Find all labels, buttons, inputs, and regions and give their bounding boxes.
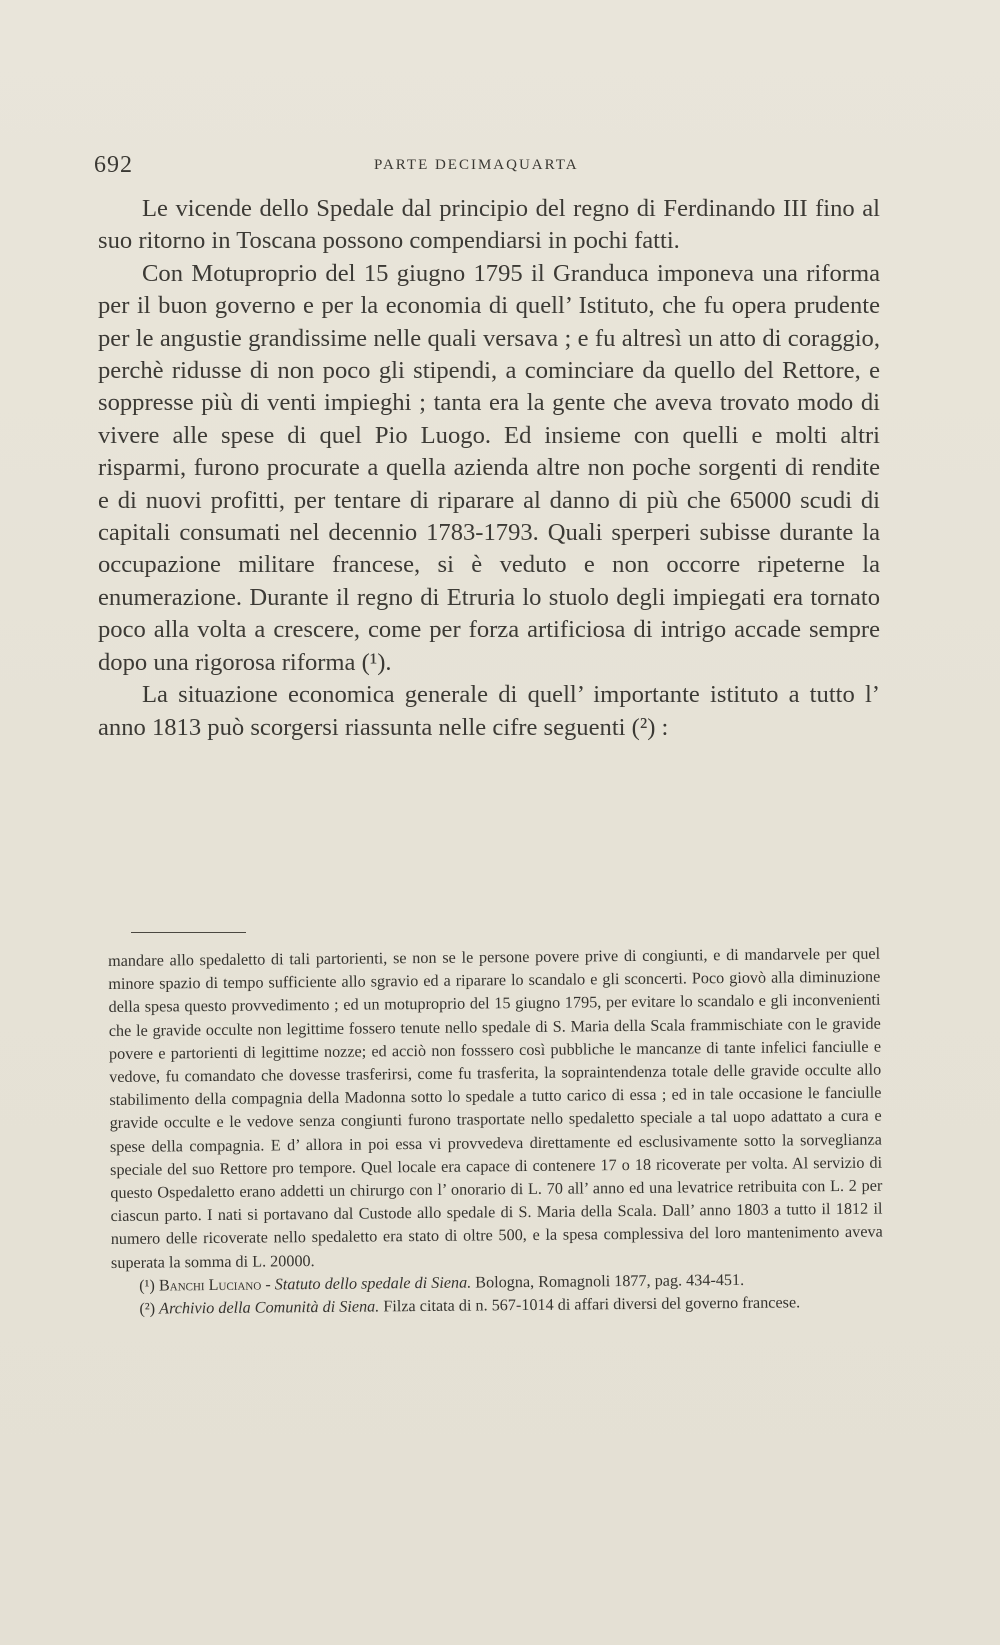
paragraph-3-end: : — [655, 713, 669, 741]
paragraph-2-end: . — [385, 648, 392, 676]
footnote-separator — [131, 932, 246, 933]
footnote-1-marker: (¹) — [139, 1276, 155, 1295]
paragraph-2-text: Con Motuproprio del 15 giugno 1795 il Granduca imponeva una riforma per il buon governo e per la economia di quell’ Istituto, che fu opera prudente per le angustie grandissime nelle quali versava ; e fu altresì un atto di coraggio, perchè ridusse di non poco gli stipendi, a cominciare da quello del Rettore, e soppresse più di venti impieghi ; tanta era la gente che aveva trovato modo di vivere alle spese di quel Pio Luogo. Ed insieme con quelli e molti altri risparmi, furono procurate a quella azienda altre non poche sorgenti di rendite e di nuovi profitti, per tentare di riparare al danno di più che 65000 scudi di capitali consumati nel decennio 1783-1793. Quali sperperi subisse durante la occupazione militare francese, si è veduto e non occorre ripeterne la enumerazione. Durante il regno di Etruria lo stuolo degli impiegati era tornato poco alla volta a crescere, come per forza artificiosa di intrigo accade sempre dopo una rigorosa riforma — [98, 259, 880, 676]
footnote-1-title: Statuto dello spedale di Siena. — [274, 1273, 472, 1294]
footnote-2-title: Archivio della Comunità di Siena. — [159, 1297, 380, 1318]
page-header — [94, 152, 880, 182]
footnote-1-author: Banchi Luciano — [158, 1275, 262, 1295]
footnote-ref-2: (²) — [631, 713, 656, 741]
main-text — [98, 193, 880, 744]
paragraph-2 — [98, 258, 880, 679]
footnote-continuation: mandare allo spedaletto di tali partorienti, se non se le persone povere prive di congiunti, e di mandarvele per quel minore spazio di tempo sufficiente allo sgravio ed a riparare lo scandalo e gli sconcerti. Poco giovò alla diminuzione della spesa questo provvedimento ; ed un motuproprio del 15 giugno 1795, per evitare lo scandalo e gli inconvenienti che le gravide occulte non legittime fossero tenute nello spedale di S. Maria della Scala frammischiate con le gravide povere e partorienti di legittime nozze; ed acciò non fosssero così pubbliche le mancanze di tante infelici fanciulle e vedove, fu comandato che dovesse trasferirsi, come fu trasferita, la sopraintendenza totale delle gravide occulte allo stabilimento della compagnia della Madonna sotto lo spedale a tutto carico di essa ; ed in tale occasione le fanciulle gravide occulte e le vedove senza congiunti furono trasportate nello spedaletto speciale a tal uopo adattato a cura e spese della compagnia. E d’ allora in poi essa vi provvedeva direttamente ed esclusivamente sotto la sorveglianza speciale del suo Rettore pro tempore. Quel locale era capace di contenere 17 o 18 ricoverate per volta. Al servizio di questo Ospedaletto erano addetti un chirurgo con l’ onorario di L. 70 all’ anno ed una levatrice retribuita con L. 2 per ciascun parto. I nati si portavano dal Custode allo spedale di S. Maria della Scala. Dall’ anno 1803 a tutto il 1812 il numero delle ricoverate nello spedaletto era stato di oltre 500, e la spesa complessiva del loro mantenimento aveva superata la somma di L. 20000. — [108, 944, 883, 1272]
footnote-2-rest: Filza citata di n. 567-1014 di affari diversi del governo francese. — [379, 1293, 801, 1316]
paragraph-3-text: La situazione economica generale di quell’ importante istituto a tutto l’ anno 1813 può scorgersi riassunta nelle cifre seguenti — [98, 681, 880, 741]
footnote-2-marker: (²) — [139, 1299, 156, 1318]
paragraph-1: Le vicende dello Spedale dal principio del regno di Ferdinando III fino al suo ritorno in Toscana possono compendiarsi in pochi fatti. — [98, 195, 880, 255]
footnote-ref-1: (¹) — [361, 648, 386, 676]
running-head: PARTE DECIMAQUARTA — [374, 157, 579, 173]
page-number: 692 — [94, 152, 133, 178]
paragraph-3 — [98, 679, 880, 744]
footnotes — [108, 943, 884, 1322]
footnote-1-sep: - — [261, 1275, 275, 1294]
footnote-1-rest: Bologna, Romagnoli 1877, pag. 434-451. — [471, 1270, 745, 1292]
